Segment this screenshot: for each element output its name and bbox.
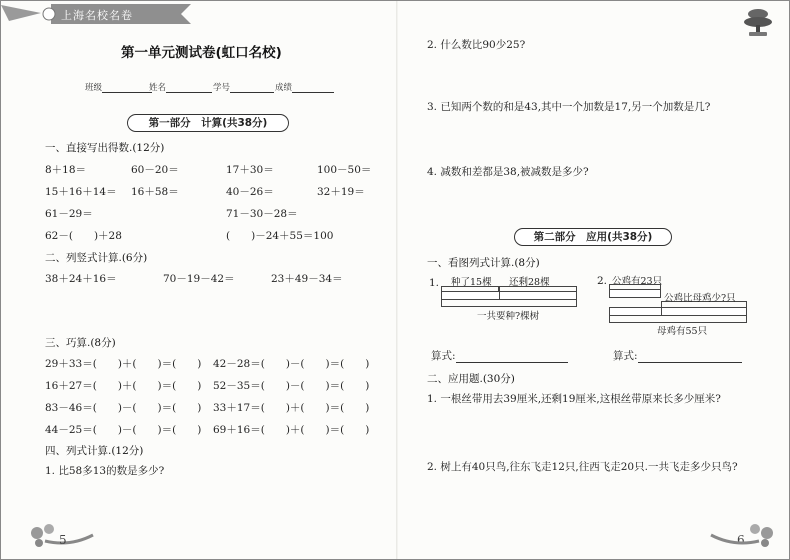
diagram2-difference-label: 公鸡比母鸡少?只 [664, 293, 736, 304]
bonsai-tree-icon [741, 5, 775, 39]
diagram2-rooster-bar [609, 289, 661, 298]
clever-calc-item: 29＋33＝( )＋( )＝( ) [45, 358, 202, 370]
word-problem: 1. 比58多13的数是多少? [45, 465, 165, 477]
calc-item: 15＋16＋14＝ [45, 186, 117, 198]
section1-heading: 一、直接写出得数.(12分) [45, 142, 165, 154]
word-problem: 3. 已知两个数的和是43,其中一个加数是17,另一个加数是几? [427, 101, 711, 113]
page-fold [396, 1, 398, 559]
score-label: 成绩 [275, 81, 334, 93]
diagram1-number: 1. [429, 277, 440, 289]
student-id-label: 学号 [213, 81, 274, 93]
vertical-calc-item: 38＋24＋16＝ [45, 273, 117, 285]
calc-item: 100－50＝ [317, 164, 372, 176]
calc-item: 16＋58＝ [131, 186, 179, 198]
calc-item: 8＋18＝ [45, 164, 87, 176]
word-problem: 1. 一根丝带用去39厘米,还剩19厘米,这根丝带原来长多少厘米? [427, 393, 721, 405]
word-problem: 4. 减数和差都是38,被减数是多少? [427, 166, 589, 178]
diagram1-planted-label: 种了15棵 [451, 277, 492, 288]
calc-item: 32＋19＝ [317, 186, 365, 198]
section4-heading: 四、列式计算.(12分) [45, 445, 144, 457]
calc-item: 62－( )＋28 [45, 230, 122, 242]
calc-item: 61－29＝ [45, 208, 93, 220]
clever-calc-item: 83－46＝( )－( )＝( ) [45, 402, 202, 414]
vertical-calc-item: 23＋49－34＝ [271, 273, 343, 285]
part1-heading: 第一部分 计算(共38分) [127, 114, 289, 132]
diagram2-number: 2. [597, 275, 608, 287]
clever-calc-item: 42－28＝( )－( )＝( ) [213, 358, 370, 370]
applied-section2-heading: 二、应用题.(30分) [427, 373, 515, 385]
diagram1-segment-bar [441, 291, 577, 300]
flower-ornament-icon [709, 519, 779, 549]
test-title: 第一单元测试卷(虹口名校) [121, 45, 282, 61]
calc-item: 40－26＝ [226, 186, 274, 198]
clever-calc-item: 69＋16＝( )＋( )＝( ) [213, 424, 370, 436]
calc-item: 60－20＝ [131, 164, 179, 176]
diagram1-total-brace [441, 300, 577, 307]
calc-item: 17＋30＝ [226, 164, 274, 176]
section2-heading: 二、列竖式计算.(6分) [45, 252, 148, 264]
clever-calc-item: 44－25＝( )－( )＝( ) [45, 424, 202, 436]
diagram1-remaining-label: 还剩28棵 [509, 277, 550, 288]
word-problem: 2. 什么数比90少25? [427, 39, 526, 51]
diagram2-hen-brace [609, 316, 747, 323]
clever-calc-item: 33＋17＝( )＋( )＝( ) [213, 402, 370, 414]
diagram2-hen-label: 母鸡有55只 [657, 326, 708, 337]
calc-item: ( )－24＋55＝100 [226, 230, 334, 242]
name-label: 姓名 [149, 81, 212, 93]
section3-heading: 三、巧算.(8分) [45, 337, 116, 349]
page-number-left: 5 [59, 533, 67, 547]
diagram2-formula: 算式: [613, 348, 742, 363]
banner-title: 上海名校名卷 [61, 9, 133, 22]
calc-item: 71－30－28＝ [226, 208, 298, 220]
class-label: 班级 [85, 81, 152, 93]
clever-calc-item: 52－35＝( )－( )＝( ) [213, 380, 370, 392]
page-number-right: 6 [737, 533, 745, 547]
applied-section1-heading: 一、看图列式计算.(8分) [427, 257, 540, 269]
diagram1-total-label: 一共要种?棵树 [477, 311, 540, 322]
diagram1-formula: 算式: [431, 348, 568, 363]
vertical-calc-item: 70－19－42＝ [163, 273, 235, 285]
part2-heading: 第二部分 应用(共38分) [514, 228, 672, 246]
clever-calc-item: 16＋27＝( )＋( )＝( ) [45, 380, 202, 392]
diagram2-rooster-label: 公鸡有23只 [612, 276, 663, 287]
diagram2-hen-bar [609, 307, 747, 316]
word-problem: 2. 树上有40只鸟,往东飞走12只,往西飞走20只.一共飞走多少只鸟? [427, 461, 738, 473]
